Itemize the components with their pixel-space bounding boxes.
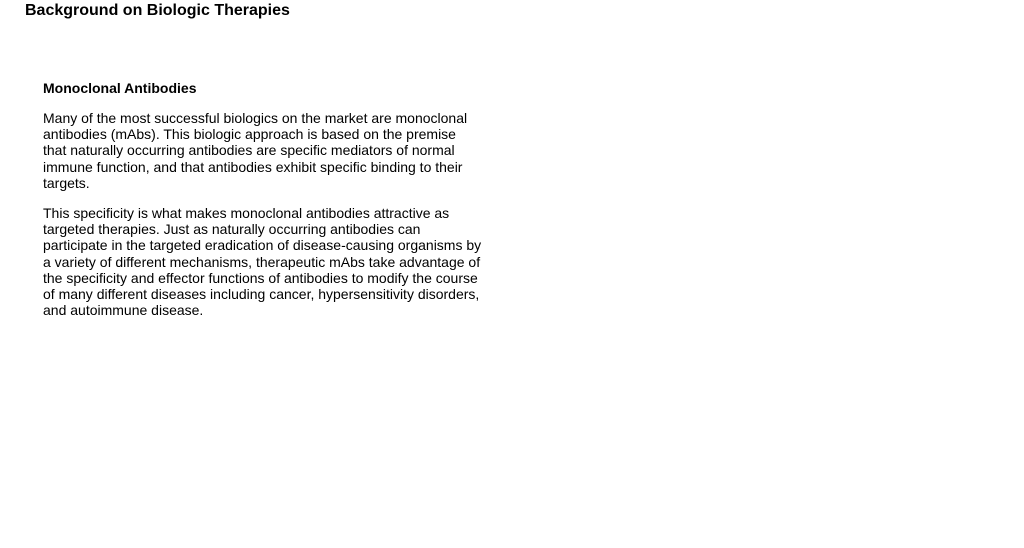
paragraph-specificity: This specificity is what makes monoclonal antibodies attractive as targeted therapies. Just as naturally occurring antibodies can participate in the targeted eradication of disease-causing organisms by a variety of different mechanisms, therapeutic mAbs take advantage of the specificity and effector functions of antibodies to modify the course of many different diseases including cancer, hypersensitivity disorders, and autoimmune disease.	[43, 205, 482, 319]
content-section	[43, 80, 483, 318]
page-title: Background on Biologic Therapies	[25, 2, 290, 19]
section-heading: Monoclonal Antibodies	[43, 80, 197, 96]
paragraph-intro: Many of the most successful biologics on the market are monoclonal antibodies (mAbs). This biologic approach is based on the premise that naturally occurring antibodies are specific mediators of normal immune function, and that antibodies exhibit specific binding to their targets.	[43, 110, 468, 191]
